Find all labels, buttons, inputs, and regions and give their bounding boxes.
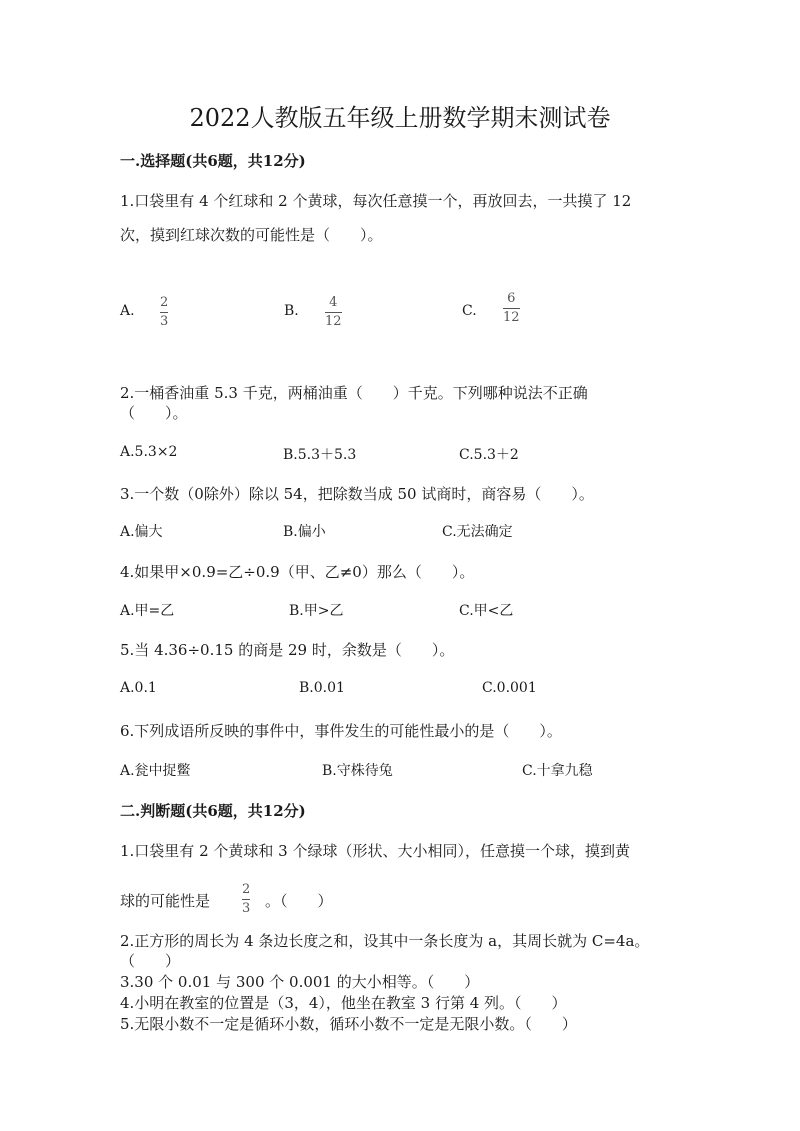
option-a: A.甲=乙 (120, 603, 175, 619)
option-b: B.0.01 (299, 680, 345, 696)
question-2-1-line-2-prefix: 球的可能性是 (120, 892, 211, 910)
question-1-1-line-1: 1.口袋里有 4 个红球和 2 个黄球，每次任意摸一个，再放回去，一共摸了 12 (120, 192, 632, 210)
question-2-1-line-2-suffix: 。（ ） (265, 892, 333, 910)
question-2-5: 5.无限小数不一定是循环小数，循环小数不一定是无限小数。（ ） (120, 1015, 577, 1033)
fraction-numerator: 6 (507, 291, 516, 306)
option-c: C.5.3＋2 (459, 447, 519, 463)
option-a: A.0.1 (120, 680, 157, 696)
option-c: C.无法确定 (442, 524, 513, 540)
option-a: A.偏大 (120, 524, 163, 540)
fraction-denominator: 12 (325, 313, 342, 329)
option-label: A. (120, 303, 135, 319)
fraction-denominator: 12 (503, 309, 520, 325)
question-1-1-line-2: 次，摸到红球次数的可能性是（ ）。 (120, 226, 383, 244)
option-b: B.偏小 (283, 524, 326, 540)
question-1-2-line-1: 2.一桶香油重 5.3 千克，两桶油重（ ）千克。下列哪种说法不正确 (120, 384, 588, 402)
question-1-6: 6.下列成语所反映的事件中，事件发生的可能性最小的是（ ）。 (120, 722, 562, 740)
option-label: C. (462, 303, 477, 319)
fraction-denominator: 3 (242, 900, 251, 916)
fraction-bar (160, 312, 168, 313)
section-2-heading: 二.判断题(共6题，共12分) (120, 802, 306, 820)
option-fraction (503, 292, 520, 324)
question-2-4: 4.小明在教室的位置是（3，4），他坐在教室 3 行第 4 列。（ ） (120, 994, 567, 1012)
option-a: A.5.3×2 (120, 444, 178, 460)
option-b: B.守株待兔 (322, 763, 393, 779)
fraction-numerator: 2 (160, 295, 169, 310)
question-2-2-line-2: （ ） (120, 952, 181, 970)
question-2-3: 3.30 个 0.01 与 300 个 0.001 的大小相等。（ ） (120, 973, 480, 991)
option-fraction (160, 296, 168, 328)
question-2-2-line-1: 2.正方形的周长为 4 条边长度之和，设其中一条长度为 a，其周长就为 C=4a。 (120, 932, 650, 950)
question-1-3: 3.一个数（0除外）除以 54，把除数当成 50 试商时，商容易（ ）。 (120, 485, 594, 503)
option-c: C.甲<乙 (459, 603, 514, 619)
question-2-1-line-1: 1.口袋里有 2 个黄球和 3 个绿球（形状、大小相同），任意摸一个球，摸到黄 (120, 842, 630, 860)
fraction-bar (503, 308, 520, 309)
option-label: B. (284, 303, 299, 319)
question-1-5: 5.当 4.36÷0.15 的商是 29 时，余数是（ ）。 (120, 641, 455, 659)
question-1-2-line-2: （ ）。 (120, 404, 188, 422)
fraction-denominator: 3 (160, 313, 169, 329)
option-c: C.十拿九稳 (522, 763, 593, 779)
question-fraction (242, 883, 250, 915)
fraction-bar (325, 312, 342, 313)
question-1-4: 4.如果甲×0.9=乙÷0.9（甲、乙≠0）那么（ ）。 (120, 563, 475, 581)
option-b: B.甲>乙 (289, 603, 344, 619)
fraction-numerator: 4 (329, 295, 338, 310)
option-c: C.0.001 (482, 680, 537, 696)
section-1-heading: 一.选择题(共6题，共12分) (120, 152, 306, 170)
fraction-numerator: 2 (242, 882, 251, 897)
page-title: 2022人教版五年级上册数学期末测试卷 (189, 104, 611, 132)
option-b: B.5.3＋5.3 (283, 447, 357, 463)
option-a: A.瓮中捉鳖 (120, 763, 191, 779)
fraction-bar (242, 899, 250, 900)
option-fraction (325, 296, 342, 328)
